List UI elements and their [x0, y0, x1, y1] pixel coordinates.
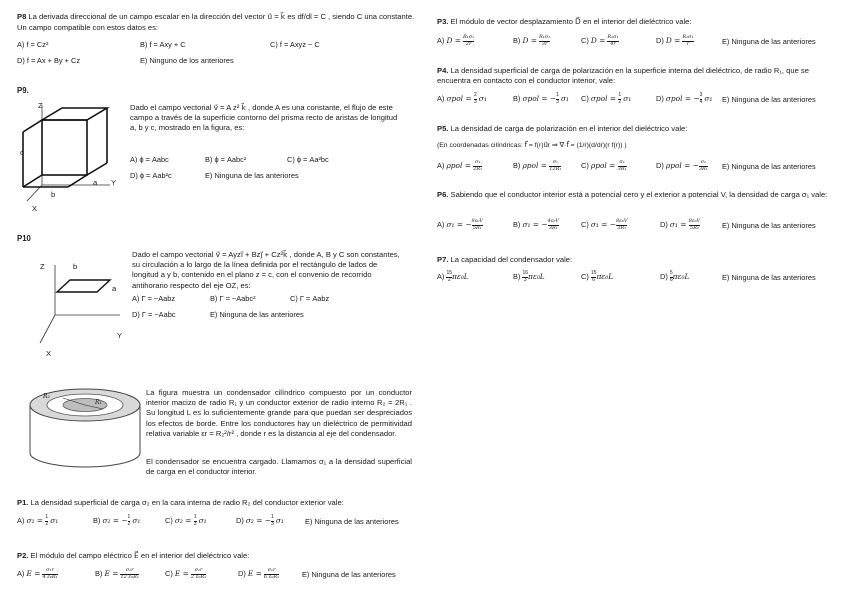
p5-stem-text: La densidad de carga de polarización en el interior del dieléctrico vale: — [450, 124, 688, 133]
p1-option-b: B) σ₂ = − $\frac{1}{2}$ σ₁ — [93, 514, 141, 527]
p9-axis-a-label: a — [93, 178, 98, 187]
p5-option-b: B) ρpol = $\frac{\text{σ₁}}{\text{12R₁}}$ — [513, 159, 562, 172]
p8-stem2: Un campo compatible con estos datos es: — [17, 23, 158, 32]
p7-option-a: A) $\frac{15}{2}$ πε₀L — [437, 270, 469, 283]
p1-option-a: A) σ₂ = $\frac{1}{2}$ σ₁ — [17, 514, 59, 527]
p7-option-e: E) Ninguna de las anteriores — [722, 273, 816, 282]
p5-option-d: D) ρpol = − $\frac{\text{σ₁}}{\text{3R₁}}$ — [656, 159, 708, 172]
p1-stem-text: La densidad superficial de carga σ₂ en la cara interna de radio R₂ del conductor exterior vale: — [30, 498, 344, 507]
p4-option-a: A) σpol = $\frac{2}{3}$ σ₁ — [437, 92, 487, 105]
r2-label: R₂ — [43, 393, 50, 400]
p2-stem — [17, 551, 249, 561]
p1-label: P1. — [17, 498, 29, 507]
p10-label: P10 — [17, 234, 31, 243]
p8-option-a: A) f = Cz² — [17, 40, 49, 49]
p4-option-c: C) σpol = $\frac{1}{2}$ σ₁ — [581, 92, 632, 105]
p2-option-d: D) E = $\frac{\text{σ₁r}}{\text{6 ε₀R₁}}$ — [238, 567, 280, 580]
p9-option-b: B) ϕ = Aabc² — [205, 155, 247, 164]
p8-option-e: E) Ninguno de los anteriores — [140, 56, 234, 65]
p10-rectangle — [57, 280, 110, 292]
p9-label: P9. — [17, 86, 29, 95]
p1-option-d: D) σ₂ = − $\frac{1}{3}$ σ₁ — [236, 514, 284, 527]
p8-option-b: B) f = Axy + C — [140, 40, 186, 49]
p5-option-a: A) ρpol = $\frac{\text{σ₁}}{\text{2R₁}}$ — [437, 159, 483, 172]
p8-option-d: D) f = Ax + By + Cz — [17, 56, 81, 65]
p5-hint: (En coordenadas cilíndricas: f⃗ = f(r)u⃗r ⇒ ∇·f⃗ = (1/r)(d/dr)(r f(r)) ) — [437, 142, 627, 149]
p1-stem — [17, 498, 344, 508]
p7-label: P7. — [437, 255, 449, 264]
p10-option-b: B) Γ = −Aabc² — [210, 294, 256, 303]
p5-label: P5. — [437, 124, 449, 133]
p7-option-d: D) $\frac{5}{6}$ πε₀L — [660, 270, 690, 283]
p3-option-b: B) D = $\frac{\text{R₁σ₁}}{3r}$ — [513, 34, 551, 47]
p9-prism — [23, 108, 107, 187]
p4-stem — [437, 66, 833, 86]
p3-label: P3. — [437, 17, 449, 26]
p2-option-a: A) E = $\frac{\text{σ₁r}}{\text{4 ε₀R₁}}$ — [17, 567, 58, 580]
p3-option-e: E) Ninguna de las anteriores — [722, 37, 816, 46]
p6-stem-text: Sabiendo que el conductor interior está a potencial cero y el exterior a potencial V, la densidad de carga σ₁ vale: — [450, 190, 828, 199]
p2-label: P2. — [17, 551, 29, 560]
p6-label: P6. — [437, 190, 449, 199]
p7-option-c: C) $\frac{15}{6}$ πε₀L — [581, 270, 614, 283]
p10-option-e: E) Ninguna de las anteriores — [210, 310, 304, 319]
p10-axis-x-label: X — [46, 349, 52, 358]
p10-axis-y-label: Y — [117, 331, 123, 340]
r1-label: R₁ — [95, 399, 102, 406]
p9-option-e: E) Ninguna de las anteriores — [205, 171, 299, 180]
p6-option-c: C) σ₁ = − $\frac{\text{8ε₀V}}{\text{3R₁}}$ — [581, 218, 628, 231]
p10-option-d: D) Γ = −Aabc — [132, 310, 176, 319]
p7-stem-text: La capacidad del condensador vale: — [450, 255, 573, 264]
p3-stem-text: El módulo de vector desplazamiento D⃗ en el interior del dieléctrico vale: — [450, 17, 692, 26]
p3-option-d: D) D = $\frac{\text{R₁σ₁}}{r}$ — [656, 34, 694, 47]
p9-option-d: D) ϕ = Aab²c — [130, 171, 172, 180]
p4-option-d: D) σpol = − $\frac{3}{4}$ σ₁ — [656, 92, 713, 105]
p6-option-e: E) Ninguna de las anteriores — [722, 221, 816, 230]
p6-stem — [437, 190, 833, 200]
p10-option-c: C) Γ = Aabz — [290, 294, 330, 303]
p9-axis-b-label: b — [51, 190, 56, 199]
p9-prism-figure — [15, 95, 125, 210]
p3-option-c: C) D = $\frac{\text{R₁σ₁}}{4r}$ — [581, 34, 619, 47]
p9-axis-z-label: Z — [38, 101, 43, 110]
p9-axis-c-label: c — [20, 148, 24, 157]
p2-option-b: B) E = $\frac{\text{σ₁r}}{\text{12 ε₀R₁}}$ — [95, 567, 139, 580]
p8-stem — [17, 12, 414, 22]
p1-option-e: E) Ninguna de las anteriores — [305, 517, 399, 526]
p4-option-b: B) σpol = − $\frac{1}{3}$ σ₁ — [513, 92, 569, 105]
cylinder-description: La figura muestra un condensador cilíndrico compuesto por un conductor interior macizo de radio R₁ y un conductor exterior de radio interno R₂ = 2R₁ . Su longitud L es lo suficientemente grande para que puedan ser despreciados los efectos de borde. Entre los conductores hay un dieléctrico de permitividad relativa variable εr = R₂²/r² , donde r es la distancia al eje del condensador. — [146, 388, 412, 438]
p10-text: Dado el campo vectorial v⃗ = Ayzi⃗ + Bzj⃗ + Cz²k⃗ , donde A, B y C son constantes, su circulación a lo largo de la línea definida por el rectángulo de lados de longitud a y b, contenido en el plano z = c, con el convenio de recorrido antihorario respecto del eje OZ, es: — [132, 250, 400, 290]
p5-stem — [437, 124, 687, 134]
p4-option-e: E) Ninguna de las anteriores — [722, 95, 816, 104]
p7-stem — [437, 255, 572, 265]
p2-option-e: E) Ninguna de las anteriores — [302, 570, 396, 579]
p8-option-c: C) f = Axyz − C — [270, 40, 320, 49]
p8-stem-text: La derivada direccional de un campo escalar en la dirección del vector u⃗ = k⃗ es df/dl = C , siendo C una constante. — [28, 12, 415, 21]
p2-option-c: C) E = $\frac{\text{σ₁r}}{\text{2 ε₀R₁}}$ — [165, 567, 207, 580]
cylinder-charged-note: El condensador se encuentra cargado. Llamamos σ₁ a la densidad superficial de carga en el conductor interior. — [146, 457, 412, 477]
p10-axis-a-label: a — [112, 284, 117, 293]
p9-axis-y-label: Y — [111, 178, 117, 187]
p9-text: Dado el campo vectorial v⃗ = A z² k⃗ , donde A es una constante, el flujo de este campo a través de la superficie contorno del prisma recto de aristas de longitud a, b y c, mostrado en la figura, es: — [130, 103, 398, 133]
p3-stem — [437, 17, 692, 27]
p9-axis-x-label: X — [32, 204, 38, 213]
p8-label: P8 — [17, 12, 27, 21]
p6-option-d: D) σ₁ = $\frac{\text{8ε₀V}}{\text{5R₁}}$ — [660, 218, 701, 231]
p4-label: P4. — [437, 66, 449, 75]
p9-option-c: C) ϕ = Aa²bc — [287, 155, 329, 164]
p10-axis-b-label: b — [73, 262, 78, 271]
p6-option-a: A) σ₁ = − $\frac{\text{8ε₀V}}{\text{5R₁}}$ — [437, 218, 484, 231]
p10-axis-z-label: Z — [40, 262, 45, 271]
p10-option-a: A) Γ = −Aabz — [132, 294, 176, 303]
p2-stem-text: El módulo del campo eléctrico E⃗ en el interior del dieléctrico vale: — [30, 551, 250, 560]
p5-option-e: E) Ninguna de las anteriores — [722, 162, 816, 171]
p1-option-c: C) σ₂ = $\frac{1}{3}$ σ₁ — [165, 514, 207, 527]
p7-option-b: B) $\frac{16}{3}$ πε₀L — [513, 270, 545, 283]
p9-option-a: A) ϕ = Aabc — [130, 155, 169, 164]
p3-option-a: A) D = $\frac{\text{R₁σ₁}}{2r}$ — [437, 34, 475, 47]
p10-x-axis — [40, 315, 55, 343]
p4-stem-text: La densidad superficial de carga de polarización en la superficie interna del dieléctrico, de radio R₁, que se encuentra en contacto con el conductor interior, vale: — [437, 66, 809, 86]
p5-option-c: C) ρpol = $\frac{\text{σ₁}}{\text{3R₁}}$ — [581, 159, 627, 172]
p6-option-b: B) σ₁ = − $\frac{\text{4ε₀V}}{\text{3R₁}}$ — [513, 218, 560, 231]
